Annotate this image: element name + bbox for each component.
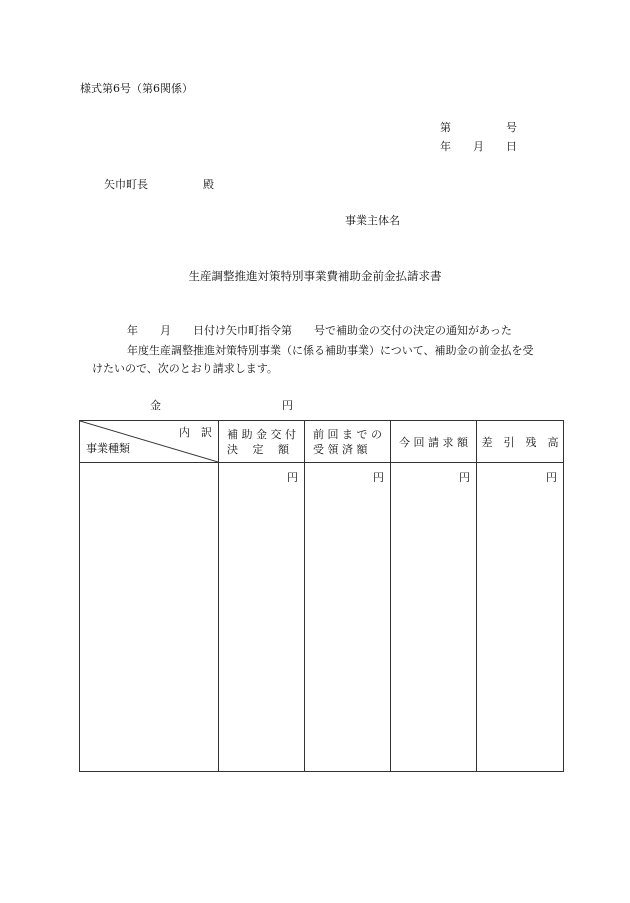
applicant-name-label: 事業主体名 [345,214,400,227]
header-text: 前 回 ま で の [313,427,382,441]
amount-line: 金 円 [150,399,293,412]
breakdown-label: 内 訳 [179,426,212,439]
current-claim-amount-cell: 円 [391,463,477,772]
business-type-cell [80,463,219,772]
business-type-label: 事業種類 [86,442,130,455]
table-corner-cell [80,421,219,463]
claim-table [79,420,564,772]
header-text: 受 領 済 額 [313,442,368,456]
document-date-line: 年 月 日 [440,140,517,153]
body-line-1: 年 月 日付け矢巾町指令第 号で補助金の交付の決定の通知があった [127,324,512,337]
form-number: 様式第6号（第6関係） [80,82,193,95]
header-text: 補 助 金 交 付 [227,427,296,441]
grant-decision-amount-cell: 円 [219,463,305,772]
document-title: 生産調整推進対策特別事業費補助金前金払請求書 [188,269,442,283]
table-header-row [80,421,564,463]
addressee: 矢巾町長 殿 [104,178,214,191]
table-row [80,463,564,772]
header-grant-decision-amount [219,421,305,463]
header-text: 決 定 額 [227,442,289,456]
header-previously-received-amount [305,421,391,463]
body-line-3: けたいので、次のとおり請求します。 [92,362,278,375]
header-remaining-balance: 差 引 残 高 [477,421,564,463]
previously-received-amount-cell: 円 [305,463,391,772]
remaining-balance-cell: 円 [477,463,564,772]
document-number-line: 第 号 [440,121,517,134]
body-line-2: 年度生産調整推進対策特別事業（に係る補助事業）について、補助金の前金払を受 [127,344,534,357]
header-current-claim-amount: 今 回 請 求 額 [391,421,477,463]
